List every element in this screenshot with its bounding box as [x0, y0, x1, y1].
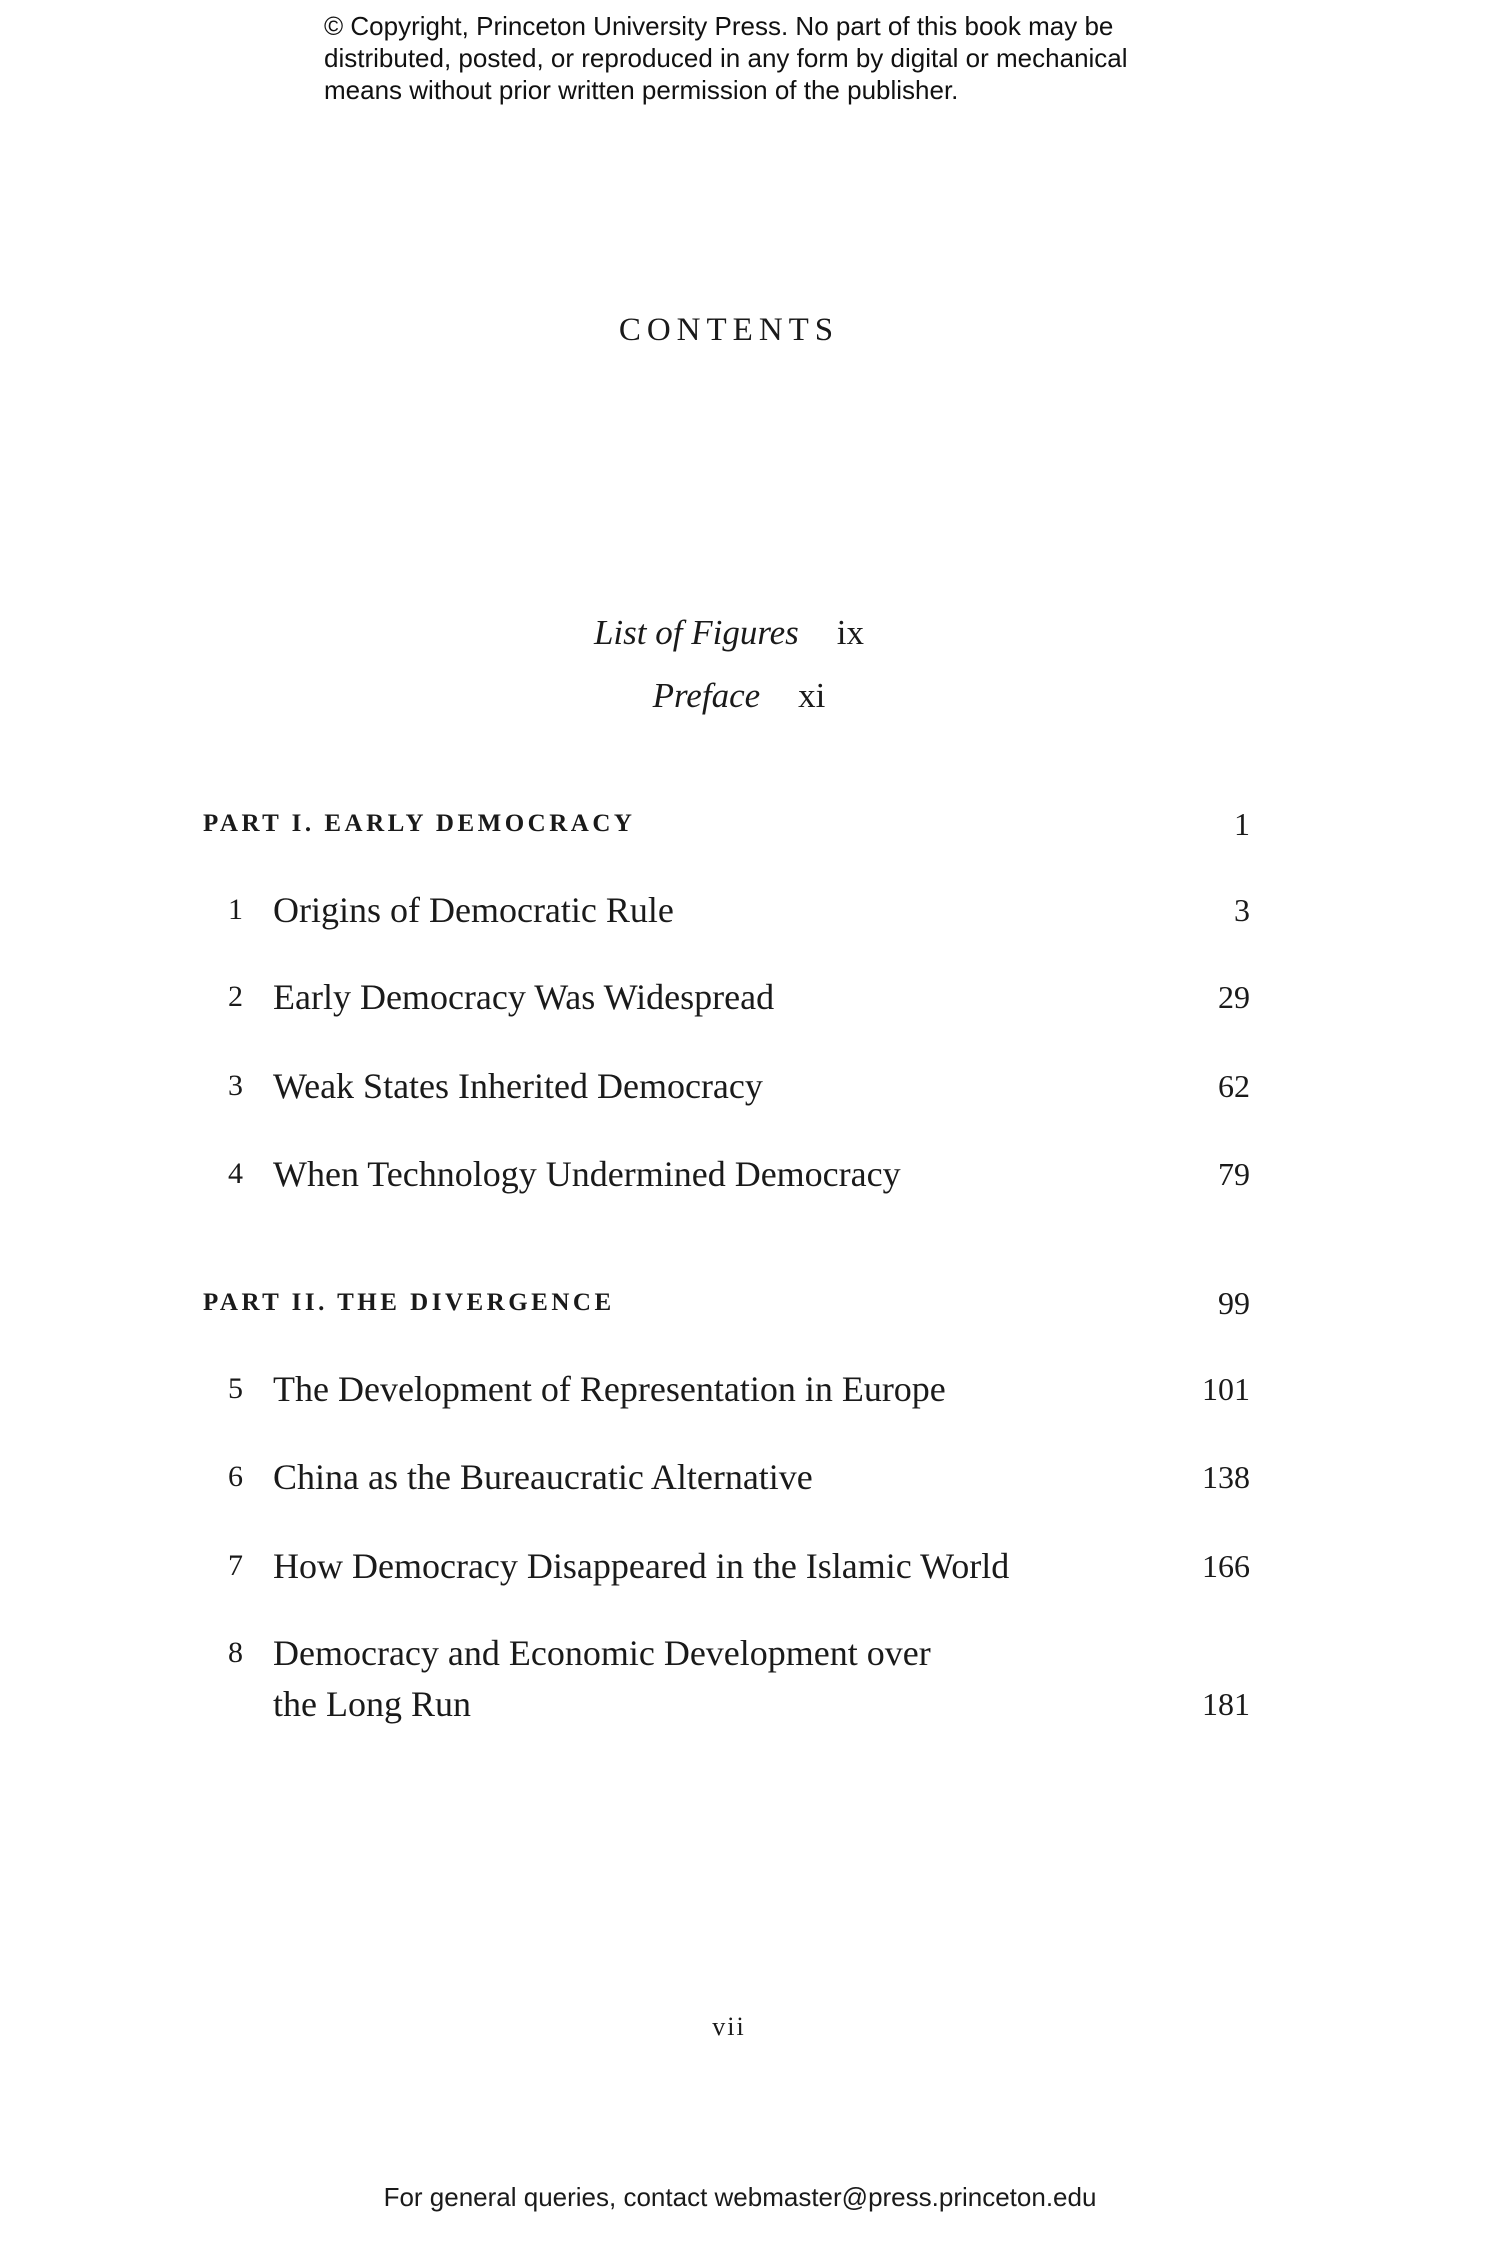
entry-title: Preface [652, 676, 761, 715]
copyright-line: distributed, posted, or reproduced in any form by digital or mechanical [324, 43, 1128, 73]
part-page: 1 [1234, 806, 1250, 842]
copyright-notice [324, 10, 1224, 106]
part-label: PART I. EARLY DEMOCRACY [203, 810, 636, 837]
toc-part-2[interactable] [203, 1285, 1250, 1321]
copyright-line: means without prior written permission of the publisher. [324, 75, 959, 105]
chapter-title: When Technology Undermined Democracy [273, 1154, 901, 1194]
chapter-page: 101 [1202, 1371, 1250, 1407]
part-page: 99 [1218, 1285, 1250, 1321]
chapter-page: 3 [1234, 892, 1250, 928]
chapter-number: 7 [228, 1549, 243, 1582]
footer-contact: For general queries, contact webmaster@press.princeton.edu [383, 2182, 1097, 2212]
copyright-line: © Copyright, Princeton University Press. No part of this book may be [324, 11, 1114, 41]
toc-part-1[interactable] [203, 806, 1250, 842]
entry-page: xi [798, 676, 826, 715]
toc-chapter-8[interactable] [203, 1628, 1250, 1738]
part-label: PART II. THE DIVERGENCE [203, 1289, 615, 1316]
chapter-number: 3 [228, 1069, 243, 1102]
chapter-page: 29 [1218, 979, 1250, 1015]
chapter-page: 181 [1202, 1686, 1250, 1722]
chapter-title: China as the Bureaucratic Alternative [273, 1457, 813, 1497]
chapter-title: Early Democracy Was Widespread [273, 977, 775, 1017]
chapter-number: 5 [228, 1372, 243, 1405]
chapter-page: 138 [1202, 1459, 1250, 1495]
chapter-number: 1 [228, 893, 243, 926]
chapter-title: How Democracy Disappeared in the Islamic World [273, 1546, 1010, 1586]
toc-front-list-of-figures[interactable] [0, 611, 1458, 655]
chapter-page: 166 [1202, 1548, 1250, 1584]
chapter-number: 2 [228, 980, 243, 1013]
chapter-page: 79 [1218, 1156, 1250, 1192]
toc-front-preface[interactable] [0, 674, 1468, 718]
chapter-title: The Development of Representation in Europe [273, 1369, 946, 1409]
chapter-title: Weak States Inherited Democracy [273, 1066, 763, 1106]
chapter-number: 6 [228, 1460, 243, 1493]
page-title: CONTENTS [618, 312, 840, 348]
page-number: vii [712, 2012, 746, 2041]
entry-title: List of Figures [593, 613, 799, 652]
chapter-title: Democracy and Economic Development over [273, 1633, 931, 1673]
chapter-number: 8 [228, 1636, 243, 1669]
chapter-page: 62 [1218, 1068, 1250, 1104]
chapter-title: Origins of Democratic Rule [273, 890, 674, 930]
entry-page: ix [836, 613, 865, 652]
chapter-title-continued: the Long Run [273, 1684, 471, 1724]
chapter-number: 4 [228, 1157, 243, 1190]
